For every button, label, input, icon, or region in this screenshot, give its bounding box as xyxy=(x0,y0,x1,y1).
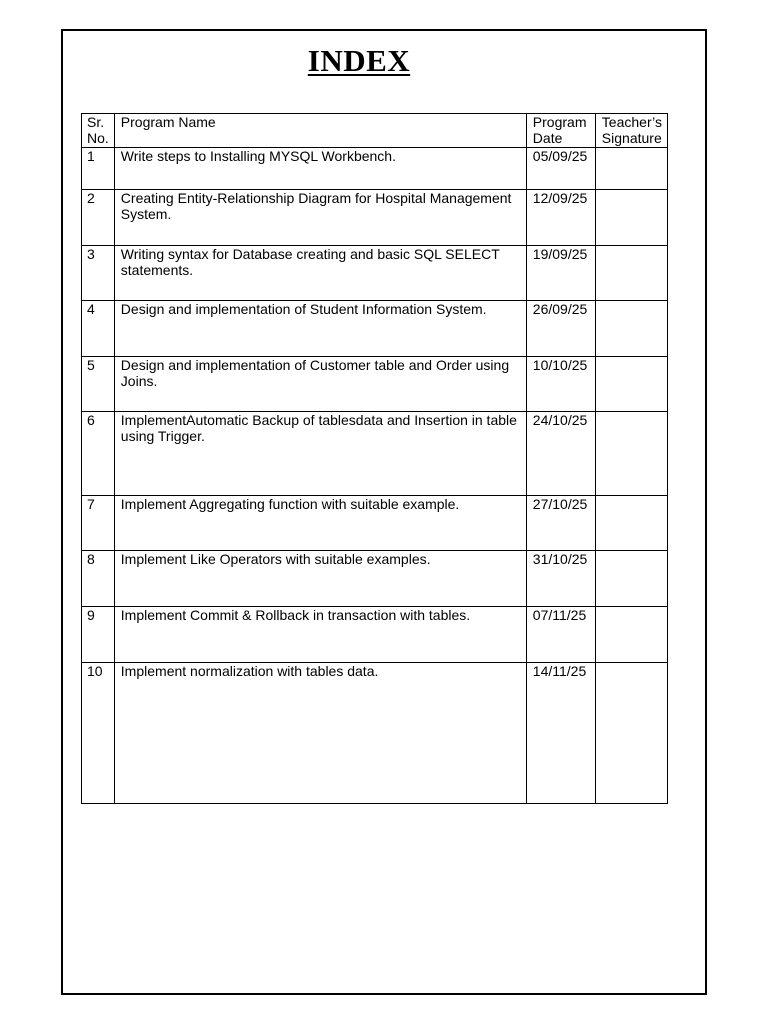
table-row xyxy=(82,190,668,246)
row-program-date: 14/11/25 xyxy=(526,663,595,804)
row-teacher-signature xyxy=(595,607,667,663)
row-sr-no: 7 xyxy=(82,496,115,551)
row-teacher-signature xyxy=(595,551,667,607)
header-program-name: Program Name xyxy=(114,114,526,148)
row-program-date: 24/10/25 xyxy=(526,412,595,496)
index-table xyxy=(81,113,668,804)
page-title xyxy=(0,43,768,79)
header-sr-no: Sr. No. xyxy=(82,114,115,148)
row-program-date: 19/09/25 xyxy=(526,246,595,301)
row-sr-no: 2 xyxy=(82,190,115,246)
row-teacher-signature xyxy=(595,663,667,804)
table-row xyxy=(82,551,668,607)
row-sr-no: 6 xyxy=(82,412,115,496)
row-sr-no: 3 xyxy=(82,246,115,301)
row-program-name: ImplementAutomatic Backup of tablesdata and Insertion in table using Trigger. xyxy=(114,412,526,496)
row-program-name: Design and implementation of Student Information System. xyxy=(114,301,526,357)
row-sr-no: 1 xyxy=(82,148,115,190)
header-teacher-signature: Teacher’s Signature xyxy=(595,114,667,148)
table-row xyxy=(82,357,668,412)
table-header-row xyxy=(82,114,668,148)
row-sr-no: 9 xyxy=(82,607,115,663)
table-row xyxy=(82,496,668,551)
row-program-date: 07/11/25 xyxy=(526,607,595,663)
page-title-text: INDEX xyxy=(307,43,411,78)
row-program-date: 26/09/25 xyxy=(526,301,595,357)
row-teacher-signature xyxy=(595,496,667,551)
row-program-name: Creating Entity-Relationship Diagram for Hospital Management System. xyxy=(114,190,526,246)
row-program-date: 05/09/25 xyxy=(526,148,595,190)
row-program-name: Implement normalization with tables data. xyxy=(114,663,526,804)
row-program-name: Design and implementation of Customer table and Order using Joins. xyxy=(114,357,526,412)
row-program-date: 10/10/25 xyxy=(526,357,595,412)
row-sr-no: 10 xyxy=(82,663,115,804)
table-row xyxy=(82,301,668,357)
row-program-name: Implement Aggregating function with suitable example. xyxy=(114,496,526,551)
row-program-name: Implement Like Operators with suitable examples. xyxy=(114,551,526,607)
row-program-date: 12/09/25 xyxy=(526,190,595,246)
row-teacher-signature xyxy=(595,412,667,496)
row-program-name: Write steps to Installing MYSQL Workbench. xyxy=(114,148,526,190)
table-row xyxy=(82,412,668,496)
header-program-date: Program Date xyxy=(526,114,595,148)
row-program-date: 27/10/25 xyxy=(526,496,595,551)
row-sr-no: 8 xyxy=(82,551,115,607)
row-teacher-signature xyxy=(595,301,667,357)
row-teacher-signature xyxy=(595,357,667,412)
row-sr-no: 5 xyxy=(82,357,115,412)
row-teacher-signature xyxy=(595,246,667,301)
table-row xyxy=(82,663,668,804)
row-teacher-signature xyxy=(595,190,667,246)
table-row xyxy=(82,607,668,663)
table-row xyxy=(82,246,668,301)
table-row xyxy=(82,148,668,190)
row-program-name: Implement Commit & Rollback in transaction with tables. xyxy=(114,607,526,663)
row-sr-no: 4 xyxy=(82,301,115,357)
row-teacher-signature xyxy=(595,148,667,190)
row-program-name: Writing syntax for Database creating and basic SQL SELECT statements. xyxy=(114,246,526,301)
row-program-date: 31/10/25 xyxy=(526,551,595,607)
